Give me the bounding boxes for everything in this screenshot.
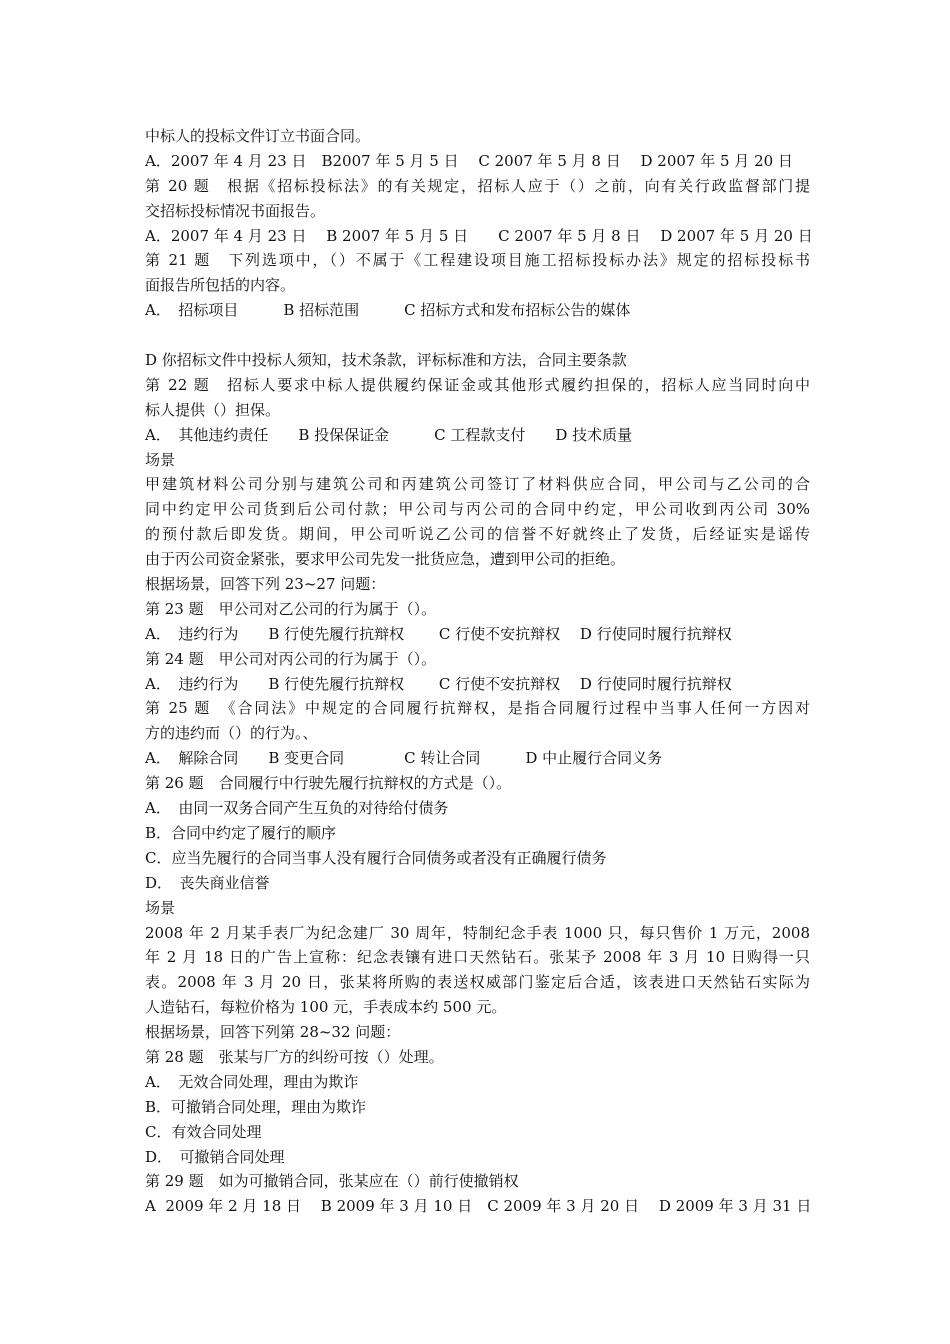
scenario-text: 同中约定甲公司货到后公司付款；甲公司与丙公司的合同中约定，甲公司收到丙公司 30% bbox=[145, 500, 810, 519]
question-21: 第 21 题 下列选项中，（）不属于《工程建设项目施工招标投标办法》规定的招标投标书 bbox=[145, 251, 810, 270]
answer-option-b: B．可撤销合同处理，理由为欺诈 bbox=[145, 1097, 367, 1116]
scenario-prompt: 根据场景，回答下列第 28~32 问题： bbox=[145, 1023, 401, 1042]
answer-option-b: B．合同中约定了履行的顺序 bbox=[145, 823, 337, 842]
scenario-heading: 场景 bbox=[145, 898, 176, 917]
text-line: 面报告所包括的内容。 bbox=[145, 276, 296, 295]
answer-option-d: D． 丧失商业信誉 bbox=[145, 873, 270, 892]
answer-options-line: A．2007 年 4 月 23 日 B2007 年 5 月 5 日 C 2007 年 5 月 8 日 D 2007 年 5 月 20 日 bbox=[145, 151, 793, 170]
answer-options-line: A 2009 年 2 月 18 日 B 2009 年 3 月 10 日 C 2009 年 3 月 20 日 D 2009 年 3 月 31 日 bbox=[145, 1197, 812, 1216]
scenario-text: 表。2008 年 3 月 20 日，张某将所购的表送权威部门鉴定后合适，该表进口天然钻石实际为 bbox=[145, 973, 810, 992]
scenario-text: 由于丙公司资金紧张，要求甲公司先发一批货应急，遭到甲公司的拒绝。 bbox=[145, 550, 626, 569]
answer-option-d: D． 可撤销合同处理 bbox=[145, 1147, 285, 1166]
scenario-text: 人造钻石，每粒价格为 100 元，手表成本约 500 元。 bbox=[145, 998, 507, 1017]
question-20: 第 20 题 根据《招标投标法》的有关规定，招标人应于（）之前，向有关行政监督部门提 bbox=[145, 176, 810, 195]
scenario-text: 的预付款后即发货。期间，甲公司听说乙公司的信誉不好就终止了发货，后经证实是谣传 bbox=[145, 525, 810, 544]
text-line: 标人提供（）担保。 bbox=[145, 400, 281, 419]
scenario-text: 甲建筑材料公司分别与建筑公司和丙建筑公司签订了材料供应合同，甲公司与乙公司的合 bbox=[145, 475, 810, 494]
question-24: 第 24 题 甲公司对丙公司的行为属于（）。 bbox=[145, 649, 437, 668]
answer-options-line: A． 解除合同 B 变更合同 C 转让合同 D 中止履行合同义务 bbox=[145, 749, 663, 768]
question-26: 第 26 题 合同履行中行驶先履行抗辩权的方式是（）。 bbox=[145, 774, 512, 793]
document-page bbox=[145, 124, 813, 1219]
scenario-text: 2008 年 2 月某手表厂为纪念建厂 30 周年，特制纪念手表 1000 只，每只售价 1 万元，2008 bbox=[145, 923, 810, 942]
question-29: 第 29 题 如为可撤销合同，张某应在（）前行使撤销权 bbox=[145, 1172, 519, 1191]
scenario-text: 年 2 月 18 日的广告上宣称：纪念表镶有进口天然钻石。张某予 2008 年 3 月 10 日购得一只 bbox=[145, 948, 810, 967]
answer-option-d: D 你招标文件中投标人须知，技术条款，评标标准和方法，合同主要条款 bbox=[145, 351, 627, 370]
scenario-heading: 场景 bbox=[145, 450, 176, 469]
answer-options-line: A． 违约行为 B 行使先履行抗辩权 C 行使不安抗辩权 D 行使同时履行抗辩权 bbox=[145, 624, 732, 643]
text-line: 中标人的投标文件订立书面合同。 bbox=[145, 127, 371, 145]
text-line: 交招标投标情况书面报告。 bbox=[145, 201, 326, 220]
scenario-prompt: 根据场景，回答下列 23~27 问题： bbox=[145, 575, 386, 594]
text-line: 方的违约而（）的行为。、 bbox=[145, 724, 318, 743]
blank-line bbox=[145, 323, 810, 348]
question-25: 第 25 题 《合同法》中规定的合同履行抗辩权，是指合同履行过程中当事人任何一方因对 bbox=[145, 699, 810, 718]
answer-options-line: A． 违约行为 B 行使先履行抗辩权 C 行使不安抗辩权 D 行使同时履行抗辩权 bbox=[145, 674, 732, 693]
question-22: 第 22 题 招标人要求中标人提供履约保证金或其他形式履约担保的，招标人应当同时向中 bbox=[145, 375, 810, 394]
answer-option-c: C．有效合同处理 bbox=[145, 1122, 262, 1141]
answer-option-a: A． 由同一双务合同产生互负的对待给付债务 bbox=[145, 799, 449, 818]
question-23: 第 23 题 甲公司对乙公司的行为属于（）。 bbox=[145, 599, 437, 618]
answer-options-line: A． 招标项目 B 招标范围 C 招标方式和发布招标公告的媒体 bbox=[145, 301, 631, 320]
question-28: 第 28 题 张某与厂方的纠纷可按（）处理。 bbox=[145, 1047, 444, 1066]
answer-options-line: A． 其他违约责任 B 投保保证金 C 工程款支付 D 技术质量 bbox=[145, 425, 633, 444]
answer-option-c: C．应当先履行的合同当事人没有履行合同债务或者没有正确履行债务 bbox=[145, 848, 607, 867]
answer-option-a: A． 无效合同处理，理由为欺诈 bbox=[145, 1072, 359, 1091]
answer-options-line: A．2007 年 4 月 23 日 B 2007 年 5 月 5 日 C 2007 年 5 月 8 日 D 2007 年 5 月 20 日 bbox=[145, 226, 813, 245]
